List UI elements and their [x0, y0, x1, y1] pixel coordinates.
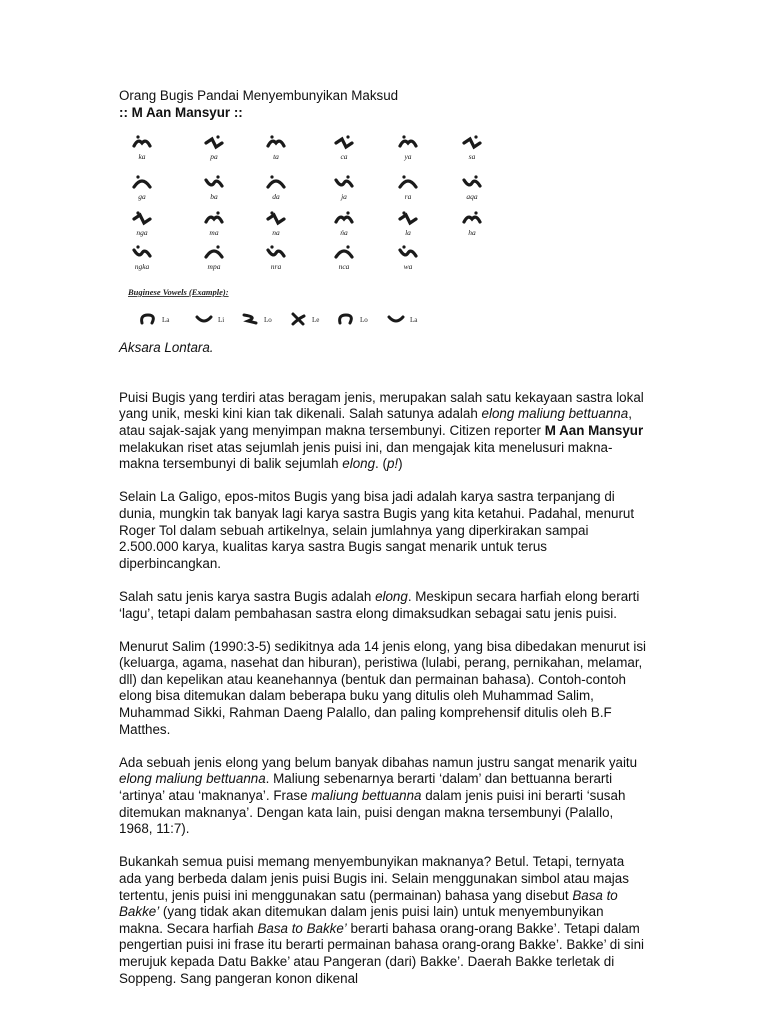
- glyph-1-2: [268, 176, 284, 188]
- vowel-label: La: [162, 316, 170, 325]
- glyph-3-4: [400, 246, 416, 257]
- paragraph-6: [119, 854, 649, 987]
- glyph-label: wa: [403, 262, 413, 272]
- glyph-label: na: [272, 228, 280, 238]
- vowel-glyph: [244, 315, 256, 323]
- glyph-0-1: [206, 136, 222, 148]
- glyph-label: ba: [210, 192, 218, 202]
- glyph-3-0: [134, 246, 150, 257]
- glyph-label: ja: [341, 192, 347, 202]
- glyph-3-2: [268, 246, 284, 257]
- glyph-label: sa: [468, 152, 476, 162]
- text-run: elong: [375, 588, 408, 604]
- paragraph-2: [119, 489, 649, 572]
- glyph-label: ńa: [340, 228, 348, 238]
- glyph-label: nra: [270, 262, 282, 272]
- text-run: elong maliung bettuanna: [119, 771, 266, 787]
- glyph-2-2: [268, 212, 284, 224]
- text-run: p!: [386, 456, 399, 472]
- text-run: M Aan Mansyur: [544, 422, 644, 438]
- text-run: dalam jenis puisi ini berarti ‘susah ditemukan maknanya’. Dengan kata lain, puisi dengan makna tersembunyi (Palallo, 1968, 11:7).: [119, 788, 626, 837]
- glyph-0-3: [336, 136, 352, 148]
- text-run: Bukankah semua puisi memang menyembunyikan maknanya? Betul. Tetapi, ternyata ada yang berbeda dalam jenis puisi Bugis ini. Selain menggunakan simbol atau majas tertentu, jenis puisi ini menggunakan satu (permainan) bahasa yang disebut: [119, 854, 629, 903]
- text-run: . Maliung sebenarnya berarti ‘dalam’ dan bettuanna berarti ‘artinya’ atau ‘maknanya’. Frase: [119, 771, 613, 804]
- glyph-0-0: [134, 136, 150, 147]
- glyph-label: aqa: [466, 192, 478, 202]
- image-caption: Aksara Lontara.: [119, 340, 214, 356]
- glyph-3-1: [206, 246, 222, 258]
- paragraph-4: [119, 639, 649, 739]
- glyph-2-1: [206, 212, 222, 223]
- text-run: . (: [375, 456, 387, 472]
- text-run: Menurut Salim (1990:3-5) sedikitnya ada 14 jenis elong, yang bisa dibedakan menurut isi (keluarga, agama, nasehat dan hiburan), peristiwa (lulabi, perang, pernikahan, melamar, dll) dan kepelikan atau keanehannya (bentuk dan permainan bahasa). Contoh-contoh elong bisa ditemukan dalam beberapa buku yang ditulis oleh Muhammad Salim, Muhammad Sikki, Rahman Daeng Palallo, dan paling komprehensif ditulis oleh B.F Matthes.: [119, 638, 647, 737]
- paragraph-1: [119, 390, 649, 473]
- vowel-label: Le: [312, 316, 320, 325]
- glyph-label: nga: [136, 228, 148, 238]
- glyph-label: ca: [340, 152, 348, 162]
- glyph-2-0: [134, 212, 150, 224]
- glyph-2-5: [464, 212, 480, 223]
- text-run: . Meskipun secara harfiah elong berarti ‘lagu’, tetapi dalam pembahasan sastra elong dimaksudkan sebagai satu jenis puisi.: [119, 588, 640, 621]
- text-run: (yang tidak akan ditemukan dalam jenis puisi lain) untuk menyembunyikan makna. Secara harfiah: [119, 904, 604, 936]
- article-author: :: M Aan Mansyur ::: [119, 104, 243, 120]
- lontara-chart: [122, 131, 498, 337]
- vowel-glyph: [389, 317, 403, 321]
- glyph-label: ya: [404, 152, 412, 162]
- text-run: elong: [342, 456, 376, 472]
- vowel-label: Li: [218, 316, 225, 325]
- text-run: Puisi Bugis yang terdiri atas beragam jenis, merupakan salah satu kekayaan sastra lokal yang unik, meski kini kian tak dikenali. Salah satunya adalah: [119, 389, 644, 422]
- glyph-0-4: [400, 136, 416, 147]
- text-run: Selain La Galigo, epos-mitos Bugis yang bisa jadi adalah karya sastra terpanjang di dunia, mungkin tak banyak lagi karya sastra Bugis yang kita ketahui. Padahal, menurut Roger Tol dalam sebuah artikelnya, selain jumlahnya yang diperkirakan sampai 2.500.000 karya, kualitas karya sastra Bugis sangat menarik untuk terus diperbincangkan.: [119, 489, 635, 571]
- glyph-label: ma: [209, 228, 219, 238]
- glyph-0-5: [464, 136, 480, 148]
- text-run: melakukan riset atas sejumlah jenis puisi ini, dan mengajak kita menelusuri makna-makna tersembunyi di balik sejumlah: [119, 439, 613, 472]
- glyph-label: mpa: [207, 262, 221, 272]
- paragraph-5: [119, 755, 649, 838]
- text-run: Salah satu jenis karya sastra Bugis adalah: [119, 588, 376, 604]
- text-run: berarti bahasa orang-orang Bakke’. Tetapi dalam pengertian puisi ini frase itu berarti permainan bahasa orang-orang Bakke’. Bakke’ di sini merujuk kepada Datu Bakke’ atau Pangeran (dari) Bakke’. Daerah Bakke terletak di Soppeng. Sang pangeran konon dikenal: [119, 920, 645, 986]
- text-run: elong maliung bettuanna: [481, 406, 629, 422]
- text-run: ): [398, 456, 403, 472]
- vowel-glyph: [293, 314, 304, 324]
- text-run: Ada sebuah jenis elong yang belum banyak dibahas namun justru sangat menarik yaitu: [119, 754, 638, 770]
- glyph-1-1: [206, 176, 222, 187]
- text-run: , atau sajak-sajak yang menyimpan makna tersembunyi. Citizen reporter: [119, 406, 632, 438]
- glyph-label: ka: [138, 152, 146, 162]
- vowel-label: La: [410, 316, 418, 325]
- glyph-2-3: [336, 212, 352, 223]
- vowel-label: Lo: [360, 316, 368, 325]
- glyph-2-4: [400, 212, 416, 224]
- glyph-1-3: [336, 176, 352, 187]
- article-title: Orang Bugis Pandai Menyembunyikan Maksud: [119, 88, 399, 103]
- glyph-label: la: [405, 228, 411, 238]
- glyph-label: pa: [210, 152, 218, 162]
- glyph-label: da: [272, 192, 280, 202]
- vowel-glyph: [340, 315, 352, 323]
- glyph-1-5: [464, 176, 480, 187]
- glyph-label: ga: [138, 192, 146, 202]
- text-run: Basa to Bakke’: [119, 887, 618, 920]
- glyph-3-3: [336, 246, 352, 258]
- glyph-1-0: [134, 176, 150, 188]
- glyph-label: ngka: [134, 262, 150, 272]
- glyph-label: ra: [404, 192, 412, 202]
- glyph-1-4: [400, 176, 416, 188]
- glyph-label: nca: [338, 262, 350, 272]
- text-run: Basa to Bakke’: [257, 920, 347, 936]
- vowel-glyph: [197, 317, 211, 321]
- glyph-label: ha: [468, 228, 476, 238]
- lontara-script-image: [122, 131, 498, 337]
- text-run: maliung bettuanna: [311, 788, 422, 804]
- vowel-label: Lo: [264, 316, 272, 325]
- glyph-0-2: [268, 136, 284, 147]
- glyph-label: ta: [273, 152, 279, 162]
- vowel-glyph: [142, 315, 154, 323]
- article: [119, 88, 649, 987]
- vowels-heading: Buginese Vowels (Example):: [128, 287, 229, 298]
- paragraph-3: [119, 589, 649, 622]
